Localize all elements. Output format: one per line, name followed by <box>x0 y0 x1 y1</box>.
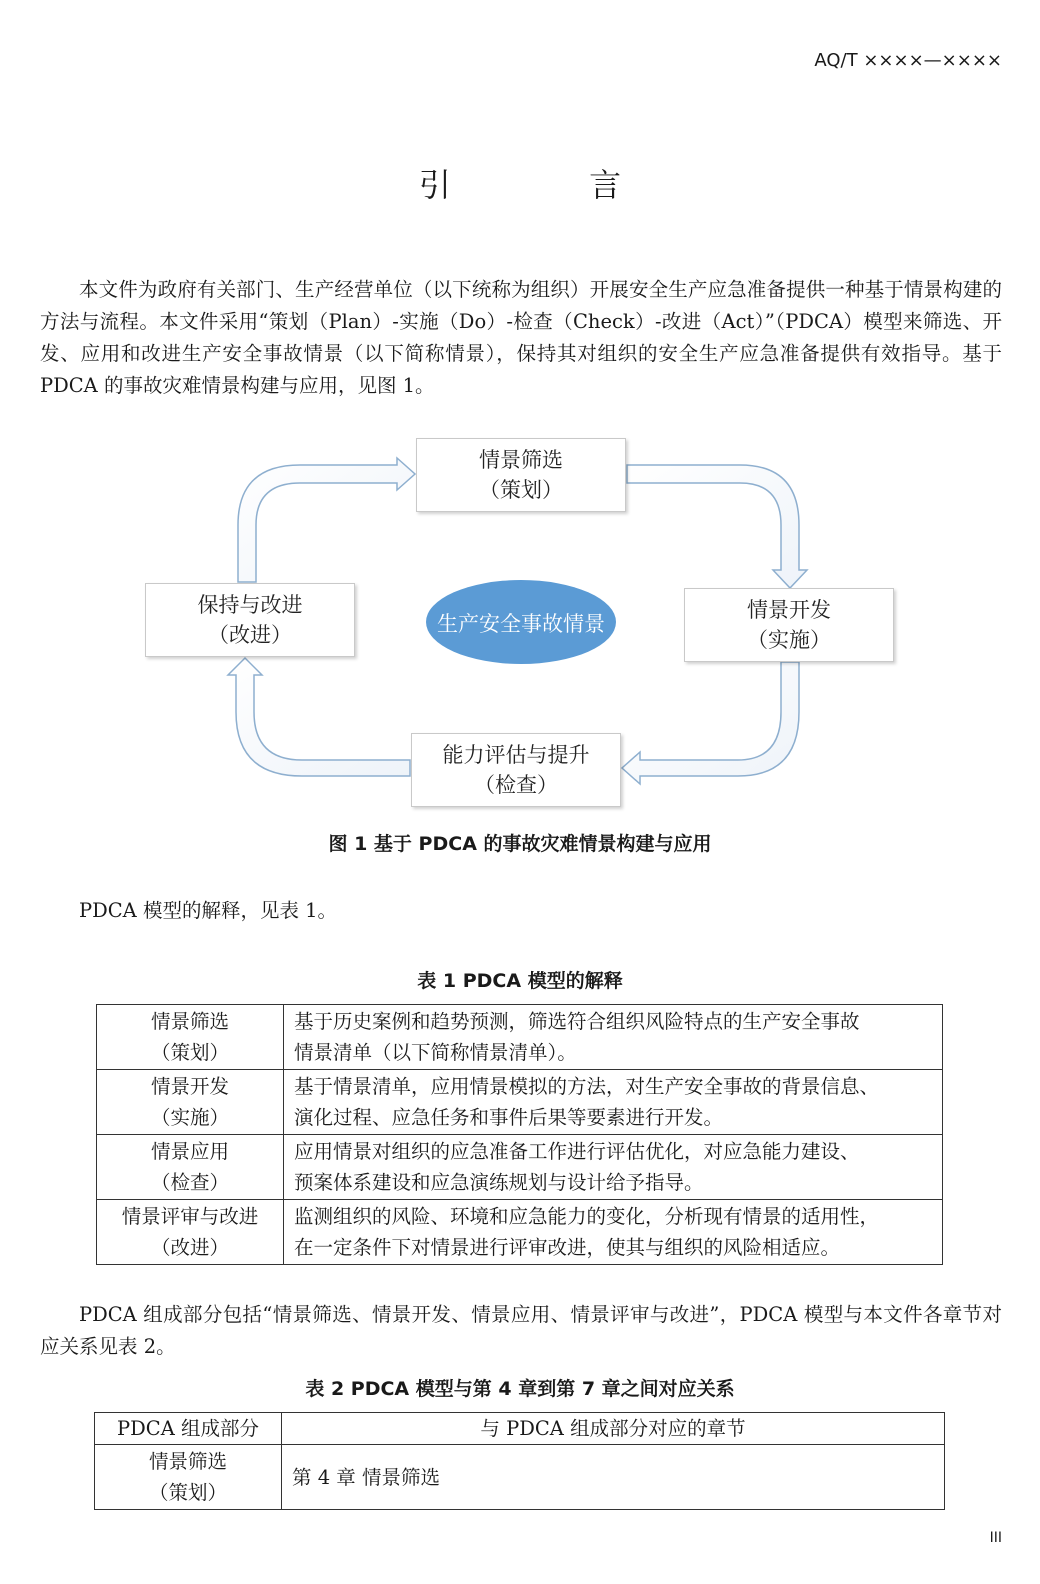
box-act-title: 保持与改进 <box>197 593 303 617</box>
table-cell-value: 基于情景清单，应用情景模拟的方法，对生产安全事故的背景信息、 演化过程、应急任务和事件后果等要素进行开发。 <box>284 1070 943 1135</box>
table-header-cell: 与 PDCA 组成部分对应的章节 <box>282 1413 945 1445</box>
table-cell-key: 情景应用 （检查） <box>97 1135 284 1200</box>
table-header-cell: PDCA 组成部分 <box>95 1413 282 1445</box>
arrow-check-to-act <box>228 658 410 776</box>
box-do <box>684 588 894 662</box>
table-cell-key: 情景筛选 （策划） <box>95 1445 282 1510</box>
paragraph-3-text: PDCA 组成部分包括“情景筛选、情景开发、情景应用、情景评审与改进”，PDCA 模型与本文件各章节对应关系见表 2。 <box>40 1303 1002 1358</box>
box-do-title: 情景开发 <box>747 598 831 622</box>
paragraph-2 <box>40 895 1002 927</box>
figure-caption: 图 1 基于 PDCA 的事故灾难情景构建与应用 <box>328 833 712 855</box>
table-cell-value: 第 4 章 情景筛选 <box>282 1445 945 1510</box>
paragraph-3 <box>40 1299 1002 1363</box>
table-1 <box>96 1004 943 1265</box>
table-cell-key: 情景筛选 （策划） <box>97 1005 284 1070</box>
intro-text: 本文件为政府有关部门、生产经营单位（以下统称为组织）开展安全生产应急准备提供一种基于情景构建的方法与流程。本文件采用“策划（Plan）-实施（Do）-检查（Check）-改进（Act）”（PDCA）模型来筛选、开发、应用和改进生产安全事故情景（以下简称情景），保持其对组织的安全生产应急准备提供有效指导。基于 PDCA 的事故灾难情景构建与应用，见图 1。 <box>40 278 1002 397</box>
center-label: 生产安全事故情景 <box>437 612 605 636</box>
table-row <box>97 1070 943 1135</box>
table-row <box>97 1005 943 1070</box>
table2-caption: 表 2 PDCA 模型与第 4 章到第 7 章之间对应关系 <box>305 1378 735 1400</box>
table-cell-key: 情景评审与改进 （改进） <box>97 1200 284 1265</box>
document-code: AQ/T ××××—×××× <box>814 50 1002 71</box>
table-row <box>97 1135 943 1200</box>
table-cell-value: 监测组织的风险、环境和应急能力的变化，分析现有情景的适用性， 在一定条件下对情景进行评审改进，使其与组织的风险相适应。 <box>284 1200 943 1265</box>
table-cell-value: 基于历史案例和趋势预测，筛选符合组织风险特点的生产安全事故 情景清单（以下简称情景清单）。 <box>284 1005 943 1070</box>
table-2 <box>94 1412 945 1510</box>
arrow-do-to-check <box>622 662 799 784</box>
box-check-subtitle: （检查） <box>474 773 558 797</box>
pdca-diagram <box>0 430 1040 820</box>
box-do-subtitle: （实施） <box>747 628 831 652</box>
box-act-subtitle: （改进） <box>208 623 292 647</box>
table-header-row <box>95 1413 945 1445</box>
table1-caption: 表 1 PDCA 模型的解释 <box>417 970 623 992</box>
box-plan-title: 情景筛选 <box>479 448 563 472</box>
table-row <box>95 1445 945 1510</box>
box-plan-subtitle: （策划） <box>479 478 563 502</box>
box-check <box>411 733 621 807</box>
arrow-act-to-plan <box>238 458 415 582</box>
table-cell-value: 应用情景对组织的应急准备工作进行评估优化，对应急能力建设、 预案体系建设和应急演练规划与设计给予指导。 <box>284 1135 943 1200</box>
box-check-title: 能力评估与提升 <box>442 743 590 767</box>
page-number: III <box>989 1530 1002 1546</box>
arrow-plan-to-do <box>627 465 807 588</box>
box-plan <box>416 438 626 512</box>
table-row <box>97 1200 943 1265</box>
paragraph-2-text: PDCA 模型的解释，见表 1。 <box>79 899 338 922</box>
box-act <box>145 583 355 657</box>
table-cell-key: 情景开发 （实施） <box>97 1070 284 1135</box>
intro-paragraph <box>40 274 1002 402</box>
page-title: 引 言 <box>418 166 686 204</box>
